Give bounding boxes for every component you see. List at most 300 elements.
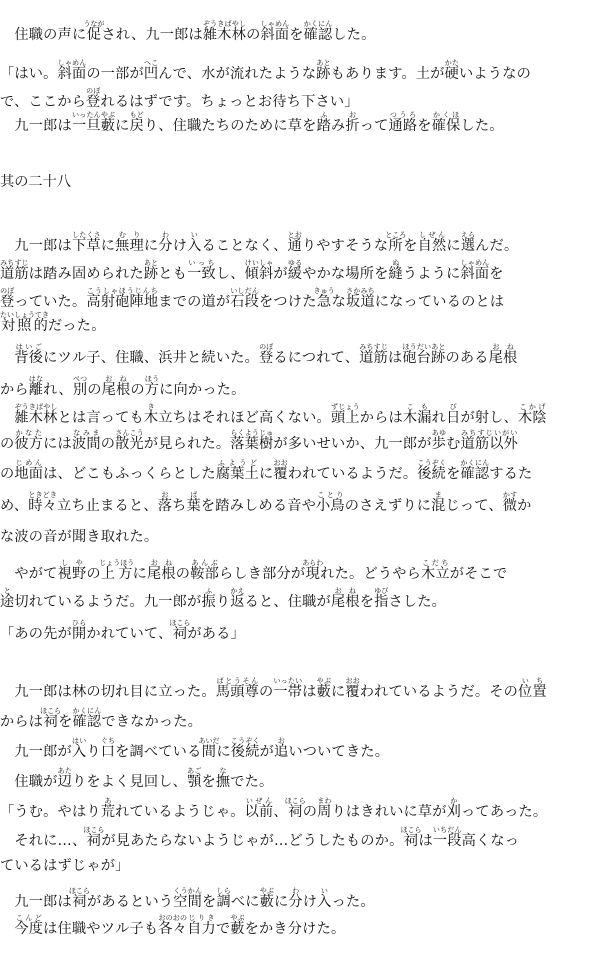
text-segment: な波の音が聞き取れた。 [0, 529, 159, 545]
ruby-base: 登 [86, 94, 101, 110]
ruby-reading: ふ [201, 587, 216, 595]
ruby-reading: わ [288, 887, 303, 895]
ruby-reading: べつ [72, 375, 88, 383]
text-segment: を [201, 774, 216, 790]
ruby-base: 所 [385, 238, 407, 254]
ruby-reading: はな [28, 375, 44, 383]
text-segment: もあります。土が [330, 66, 445, 82]
ruby-reading: こうしゃほうじんち [86, 287, 159, 295]
text-segment: とも [158, 266, 188, 282]
ruby-reading: あと [316, 59, 331, 67]
ruby-base: 木漏 [402, 410, 432, 426]
text-segment: には [43, 436, 72, 452]
ruby-word [287, 259, 303, 282]
text-segment: らしき部分が [218, 566, 306, 582]
ruby-reading: ふ [316, 111, 331, 119]
ruby-base: 方 [144, 382, 160, 398]
ruby-reading: みちすじいがい [460, 429, 519, 437]
text-segment: にツル子、住職、浜井と続いた。 [43, 350, 259, 366]
ruby-word [143, 403, 159, 426]
text-segment: んだ。 [475, 238, 519, 254]
text-line [0, 459, 609, 483]
ruby-base: 間 [198, 744, 220, 760]
ruby-reading: かえ [230, 587, 245, 595]
ruby-word [83, 826, 105, 849]
ruby-word [402, 343, 446, 366]
ruby-word [215, 459, 259, 482]
ruby-word [187, 914, 216, 937]
ruby-reading: お [157, 491, 173, 499]
ruby-base: 道筋 [0, 266, 29, 282]
ruby-word [316, 111, 331, 134]
ruby-word [444, 59, 460, 82]
text-segment: までの道が [158, 294, 231, 310]
ruby-reading: むり [115, 231, 144, 239]
ruby-base: 雑木林 [14, 410, 58, 426]
ruby-reading: おね [330, 587, 360, 595]
ruby-base: 荒 [100, 804, 116, 820]
ruby-reading: くうかん [173, 887, 203, 895]
ruby-reading: いったん [71, 111, 101, 119]
ruby-reading: かた [444, 59, 460, 67]
ruby-base: 一段 [432, 833, 462, 849]
ruby-reading: いちだん [432, 826, 462, 834]
ruby-base: 今度 [14, 921, 44, 937]
ruby-word [460, 259, 490, 282]
text-line [0, 767, 609, 791]
ruby-base: 上方 [99, 566, 135, 582]
ruby-reading: おね [488, 343, 518, 351]
ruby-word [303, 20, 333, 43]
text-segment: み [330, 118, 346, 134]
ruby-base: 道筋以外 [460, 436, 519, 452]
ruby-base: 視野 [57, 566, 87, 582]
ruby-reading: しゃめん [460, 259, 490, 267]
ruby-base: 踏 [316, 118, 331, 134]
ruby-reading: こも [402, 403, 432, 411]
ruby-base: 斜面 [460, 266, 490, 282]
text-line [0, 737, 609, 761]
text-line [0, 826, 609, 850]
ruby-word [518, 403, 547, 426]
ruby-word [101, 375, 131, 398]
text-segment: の [87, 382, 102, 398]
ruby-word [460, 231, 476, 254]
text-segment: ているはずじゃが」 [0, 858, 130, 874]
ruby-reading: と [0, 587, 15, 595]
ruby-word [345, 111, 360, 134]
text-segment: を [403, 238, 418, 254]
ruby-base: 祠 [68, 894, 90, 910]
text-segment: やかな場所を [302, 266, 389, 282]
ruby-word [144, 375, 160, 398]
ruby-word [288, 887, 303, 910]
text-segment: をつけた [259, 294, 317, 310]
ruby-base: 腐葉土 [215, 466, 259, 482]
ruby-base: 空間 [173, 894, 203, 910]
ruby-reading: しら [216, 887, 231, 895]
ruby-base: 木陰 [518, 410, 547, 426]
ruby-base: 尾根 [101, 382, 131, 398]
ruby-base: 無理 [115, 238, 144, 254]
ruby-reading: あた [57, 767, 72, 775]
ruby-base: 離 [28, 382, 44, 398]
text-segment: をかき分けた。 [244, 921, 346, 937]
ruby-reading: ば [186, 491, 201, 499]
text-segment: を [359, 594, 375, 610]
ruby-reading: ぐち [100, 737, 116, 745]
text-segment: 九一郎は [0, 894, 72, 910]
ruby-word [100, 111, 116, 134]
ruby-base: 戻 [129, 118, 144, 134]
ruby-word [230, 914, 245, 937]
ruby-base: 一旦 [71, 118, 101, 134]
ruby-base: 混 [431, 498, 446, 514]
ruby-reading: えら [460, 231, 476, 239]
text-segment: の [86, 566, 101, 582]
text-segment: さした。 [388, 594, 447, 610]
ruby-word [230, 429, 274, 452]
ruby-word [402, 403, 432, 426]
ruby-base: 途 [0, 594, 15, 610]
text-segment: 立ち止まると、 [57, 498, 158, 514]
ruby-word [72, 375, 88, 398]
ruby-base: 返 [230, 594, 245, 610]
text-segment: 切れているようだ。九一郎が [14, 594, 202, 610]
ruby-word [0, 259, 29, 282]
text-segment: か [517, 498, 532, 514]
text-segment: ってあった。 [461, 804, 548, 820]
ruby-word [302, 559, 324, 582]
text-segment: を [446, 466, 461, 482]
text-line [0, 87, 609, 111]
ruby-word [385, 231, 407, 254]
ruby-reading: い [317, 887, 332, 895]
ruby-word [190, 559, 219, 582]
ruby-reading: ぞうきばやし [202, 20, 247, 28]
ruby-reading: みちすじ [359, 343, 388, 351]
ruby-base: 後続 [417, 466, 447, 482]
ruby-word [14, 459, 44, 482]
text-segment: し、 [215, 266, 245, 282]
ruby-reading: ほこら [169, 619, 191, 627]
ruby-word [72, 707, 102, 730]
ruby-reading: いち [518, 677, 547, 685]
text-segment: を踏みしめる音や [200, 498, 316, 514]
text-line [0, 287, 609, 311]
text-line [0, 111, 609, 135]
ruby-base: 斜面 [260, 27, 290, 43]
text-segment: になっているのとは [374, 294, 505, 310]
ruby-reading: しゃめん [57, 59, 87, 67]
text-segment: が見あたらないようじゃが…どうしたものか。 [101, 833, 404, 849]
text-segment: れるはずです。ちょっとお待ち下さい」 [100, 94, 359, 110]
text-segment: 住職の声に [0, 27, 87, 43]
ruby-reading: ほこら [83, 826, 105, 834]
text-segment: って [359, 118, 389, 134]
ruby-word [273, 459, 288, 482]
text-segment: に [143, 238, 159, 254]
text-segment: いついてきた。 [288, 744, 390, 760]
ruby-word [57, 59, 87, 82]
ruby-word [100, 797, 116, 820]
ruby-reading: あらわ [302, 559, 324, 567]
ruby-word [187, 231, 202, 254]
ruby-word [274, 737, 289, 760]
ruby-word [259, 887, 274, 910]
text-segment: 九一郎は [0, 238, 72, 254]
text-segment: いようなの [459, 66, 531, 82]
ruby-word [421, 559, 450, 582]
ruby-word [431, 491, 446, 514]
ruby-reading: ほこら [284, 797, 306, 805]
ruby-base: 木 [143, 410, 159, 426]
ruby-word [14, 343, 44, 366]
ruby-reading: かす [502, 491, 518, 499]
ruby-word [230, 737, 260, 760]
text-segment: れ [431, 410, 447, 426]
ruby-reading: のぼ [0, 287, 15, 295]
text-line [0, 677, 609, 701]
ruby-reading: あゆ [431, 429, 447, 437]
ruby-word [202, 20, 247, 43]
ruby-base: 傾斜 [244, 266, 274, 282]
ruby-word [230, 287, 260, 310]
ruby-base: 口 [100, 744, 116, 760]
ruby-word [518, 677, 547, 700]
text-segment: の [100, 436, 116, 452]
ruby-base: 通路 [388, 118, 418, 134]
text-segment [0, 350, 14, 366]
ruby-reading: ま [431, 491, 446, 499]
ruby-word [169, 619, 191, 642]
ruby-reading: へこ [143, 59, 159, 67]
ruby-word [330, 587, 360, 610]
ruby-base: 時々 [28, 498, 57, 514]
text-segment: とは言っても [57, 410, 144, 426]
ruby-word [147, 559, 176, 582]
ruby-base: 選 [460, 238, 476, 254]
ruby-base: 藪 [259, 894, 274, 910]
text-segment: だった。 [48, 318, 106, 334]
text-segment: の [130, 382, 145, 398]
ruby-word [129, 111, 144, 134]
text-segment: るにつれて、 [273, 350, 360, 366]
ruby-reading: あんぶ [190, 559, 219, 567]
ruby-base: 緩 [287, 266, 303, 282]
ruby-base: 微 [502, 498, 518, 514]
text-line [0, 429, 609, 453]
ruby-base: 現 [302, 566, 324, 582]
ruby-base: 登 [0, 294, 15, 310]
text-segment: りやすそうな [301, 238, 389, 254]
ruby-base: 入 [317, 894, 332, 910]
ruby-base: 覆 [345, 684, 360, 700]
ruby-base: 坂道 [345, 294, 375, 310]
ruby-base: 確認 [460, 466, 490, 482]
text-segment: され、九一郎は [101, 27, 203, 43]
ruby-word [431, 111, 461, 134]
ruby-reading: お [274, 737, 289, 745]
text-line [0, 20, 609, 44]
ruby-word [158, 231, 173, 254]
ruby-base: 刈 [446, 804, 462, 820]
text-line [0, 491, 609, 515]
ruby-base: 一致 [187, 266, 216, 282]
text-line [0, 528, 609, 546]
ruby-reading: かくにん [460, 459, 490, 467]
text-segment: じって、 [445, 498, 503, 514]
text-line [0, 311, 609, 335]
ruby-word [143, 59, 159, 82]
ruby-base: 自然 [417, 238, 447, 254]
ruby-word [71, 737, 87, 760]
ruby-reading: つうろ [388, 111, 418, 119]
ruby-base: 確認 [303, 27, 333, 43]
ruby-word [216, 887, 231, 910]
text-segment: の [175, 566, 191, 582]
ruby-reading: あいだ [198, 737, 220, 745]
text-segment: 、 [273, 804, 288, 820]
ruby-reading: もど [129, 111, 144, 119]
ruby-word [40, 707, 62, 730]
ruby-base: 葉 [186, 498, 201, 514]
ruby-base: 雑木林 [202, 27, 247, 43]
ruby-word [488, 343, 518, 366]
ruby-word [57, 559, 87, 582]
text-line [0, 887, 609, 911]
text-segment: け [302, 894, 318, 910]
text-segment: を [202, 894, 217, 910]
text-segment: 九一郎は [0, 118, 72, 134]
ruby-base: 跡 [143, 266, 159, 282]
text-line [0, 707, 609, 731]
text-segment: できなかった。 [101, 714, 203, 730]
ruby-word [460, 429, 519, 452]
ruby-base: 振 [201, 594, 216, 610]
ruby-reading: ばとうそん [215, 677, 259, 685]
ruby-base: 尾根 [330, 594, 360, 610]
ruby-reading: たいしょうてき [0, 311, 49, 319]
ruby-reading: こうぞく [230, 737, 260, 745]
ruby-base: 自力 [187, 921, 216, 937]
ruby-reading: か [446, 797, 462, 805]
ruby-word [316, 677, 331, 700]
ruby-word [273, 677, 303, 700]
ruby-base: 位置 [518, 684, 547, 700]
text-segment: があるという [86, 894, 174, 910]
ruby-base: 鞍部 [190, 566, 219, 582]
text-segment: り [86, 744, 101, 760]
text-segment: を調べている [115, 744, 202, 760]
ruby-reading: こうぞく [417, 459, 447, 467]
ruby-base: 分 [158, 238, 173, 254]
ruby-reading: かくほ [431, 111, 461, 119]
text-line [0, 259, 609, 283]
ruby-reading: ぬ [388, 259, 403, 267]
ruby-base: 各々 [158, 921, 188, 937]
ruby-reading: き [143, 403, 159, 411]
text-segment: に [330, 684, 346, 700]
ruby-base: 藪 [316, 684, 331, 700]
ruby-base: 散光 [115, 436, 144, 452]
text-segment: やがて [0, 566, 58, 582]
ruby-reading: したくさ [71, 231, 101, 239]
text-segment: 九一郎が [0, 744, 72, 760]
ruby-word [400, 826, 422, 849]
ruby-reading: あご [187, 767, 202, 775]
ruby-word [417, 459, 447, 482]
ruby-reading: じょうほう [99, 559, 135, 567]
ruby-word [143, 259, 159, 282]
ruby-reading: のぼ [86, 87, 101, 95]
text-segment: が [259, 744, 274, 760]
ruby-word [187, 767, 202, 790]
ruby-word [71, 231, 101, 254]
ruby-word [316, 59, 331, 82]
text-segment: で、ここから [0, 94, 87, 110]
ruby-reading: こんど [14, 914, 44, 922]
ruby-word [158, 914, 188, 937]
ruby-reading: おお [273, 459, 288, 467]
ruby-base: 馬頭尊 [215, 684, 259, 700]
ruby-base: 入 [187, 238, 202, 254]
text-segment: 住職が [0, 774, 58, 790]
text-line [0, 797, 609, 821]
ruby-base: 石段 [230, 294, 260, 310]
ruby-reading: のぼ [259, 343, 274, 351]
text-line [0, 403, 609, 427]
ruby-word [14, 429, 44, 452]
ruby-base: 尾根 [488, 350, 518, 366]
ruby-reading: おね [147, 559, 176, 567]
ruby-word [345, 677, 360, 700]
text-segment: れているようじゃ。 [115, 804, 245, 820]
ruby-base: 対照的 [0, 318, 49, 334]
text-segment: ち [172, 498, 187, 514]
ruby-word [313, 287, 335, 310]
text-segment: べに [230, 894, 260, 910]
text-segment: は、どこもふっくらとした [43, 466, 216, 482]
text-segment: からは [0, 714, 44, 730]
text-segment: した。 [460, 118, 504, 134]
text-segment: は [418, 833, 433, 849]
ruby-base: 周 [317, 804, 332, 820]
ruby-word [460, 459, 490, 482]
text-segment: の [259, 684, 274, 700]
ruby-base: 辺 [57, 774, 72, 790]
ruby-base: 砲台跡 [402, 350, 446, 366]
ruby-word [244, 259, 274, 282]
text-segment: の [302, 804, 318, 820]
ruby-word [260, 20, 290, 43]
ruby-base: 藪 [100, 118, 116, 134]
ruby-word [502, 491, 518, 514]
ruby-reading: おね [101, 375, 131, 383]
ruby-reading: ほう [144, 375, 160, 383]
text-line [0, 587, 609, 611]
ruby-word [316, 491, 345, 514]
ruby-base: 彼方 [14, 436, 44, 452]
ruby-word [115, 429, 144, 452]
ruby-base: 一帯 [273, 684, 303, 700]
ruby-word [14, 914, 44, 937]
ruby-base: 波間 [71, 436, 101, 452]
ruby-base: 凹 [143, 66, 159, 82]
text-segment: り [215, 594, 231, 610]
text-line [0, 231, 609, 255]
text-segment: で [215, 921, 231, 937]
